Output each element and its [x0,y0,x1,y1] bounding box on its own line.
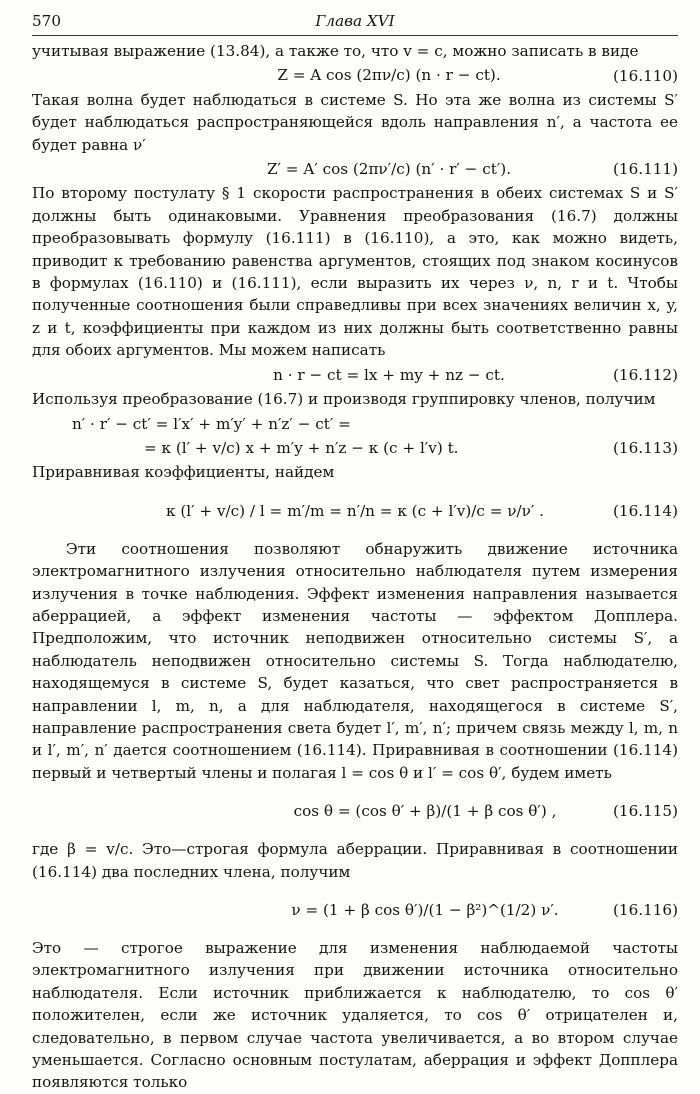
paragraph-postulate: По второму постулату § 1 скорости распространения в обеих системах S и S′ должны быть одинаковыми. Уравнения преобразования (16.7) должны преобразовывать формулу (16.111) в (16.110), а это, как можно видеть, приводит к требованию равенства аргументов, стоящих под знаком косинусов в формулах (16.110) и (16.111), если выразить их через ν, n, r и t. Чтобы полученные соотношения были справедливы при всех значениях величин x, y, z и t, коэффициенты при каждом из них должны быть соответственно равны для обоих аргументов. Мы можем написать [32,184,678,360]
equation-body: n · r − ct = lx + my + nz − ct. [273,365,505,384]
equation-number: (16.110) [613,66,678,85]
paragraph-intro: учитывая выражение (13.84), а также то, что v = c, можно записать в виде [32,42,639,60]
equation-number: (16.111) [613,160,678,179]
equation-number: (16.116) [613,900,678,919]
paragraph-aberration: где β = v/c. Это—строгая формула аберрации. Приравнивая в соотношении (16.114) два последних члена, получим [32,840,678,881]
paragraph-transform: Используя преобразование (16.7) и производя группировку членов, получим [32,390,656,409]
equation-16-111 [66,158,700,180]
equation-body: = κ (l′ + v/c) x + m′y + n′z − κ (c + l′v) t. [144,438,459,457]
equation-body: n′ · r′ − ct′ = l′x′ + m′y′ + n′z′ − ct′ = [72,414,351,433]
equation-body: cos θ = (cos θ′ + β)/(1 + β cos θ′) , [293,801,557,820]
equation-number: (16.114) [613,501,678,520]
page-number: 570 [32,12,61,30]
equation-body: κ (l′ + v/c) / l = m′/m = n′/n = κ (c + l′v)/c = ν/ν′ . [166,501,544,520]
running-header [32,10,678,34]
chapter-title: Глава XVI [315,12,395,30]
paragraph-doppler: Эти соотношения позволяют обнаружить движение источника электромагнитного излучения относительно наблюдателя путем измерения излучения в точке наблюдения. Эффект изменения направления называется аберрацией, а эффект изменения частоты — эффектом Допплера. Предположим, что источник неподвижен относительно системы S′, а наблюдатель неподвижен относительно системы S. Тогда наблюдателю, находящемуся в системе S, будет казаться, что свет распространяется в направлении l, m, n, а для наблюдателя, находящегося в системе S′, направление распространения света будет l′, m′, n′; причем связь между l, m, n и l′, m′, n′ дается соотношением (16.114). Приравнивая в соотношении (16.114) первый и четвертый члены и полагая l = cos θ и l′ = cos θ′, будем иметь [32,539,678,782]
equation-number: (16.115) [613,801,678,820]
equation-16-113-line1 [32,413,678,435]
equation-body: Z′ = A′ cos (2πν′/c) (n′ · r′ − ct′). [266,160,512,179]
equation-16-110 [66,64,700,86]
paragraph-wave: Такая волна будет наблюдаться в системе S. Но эта же волна из системы S′ будет наблюдаться распространяющейся вдоль направления n′, а частота ее будет равна ν′ [32,90,678,154]
paragraph-coefficients: Приравнивая коэффициенты, найдем [32,463,335,482]
equation-16-112 [66,364,700,386]
header-rule [32,35,678,36]
equation-16-114 [32,486,678,536]
equation-body: ν = (1 + β cos θ′)/(1 − β²)^(1/2) ν′. [291,900,559,919]
equation-16-113 [32,437,678,459]
paragraph-frequency: Это — строгое выражение для изменения наблюдаемой частоты электромагнитного излучения при движении источника относительно наблюдателя. Если источник приближается к наблюдателю, то cos θ′ положителен, если же источник удаляется, то cos θ′ отрицателен и, следовательно, в первом случае частота увеличивается, а во втором случае уменьшается. Согласно основным постулатам, аберрация и эффект Допплера появляются только [32,939,678,1092]
equation-body: Z = A cos (2πν/c) (n · r − ct). [277,66,501,85]
equation-number: (16.112) [613,365,678,384]
equation-number: (16.113) [613,438,678,457]
equation-16-116 [102,885,700,935]
equation-16-115 [102,786,700,836]
